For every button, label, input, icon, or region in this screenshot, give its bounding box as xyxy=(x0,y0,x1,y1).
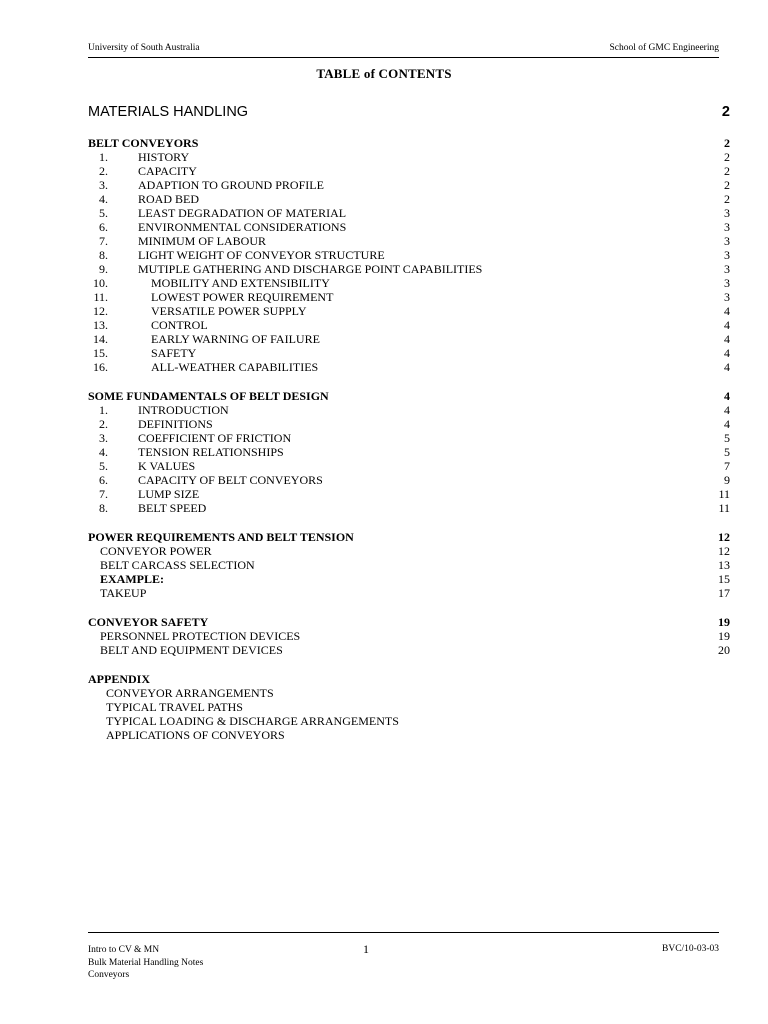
entry-page: 4 xyxy=(724,304,730,318)
entry-label: BELT AND EQUIPMENT DEVICES xyxy=(100,643,283,657)
entry-page: 2 xyxy=(724,178,730,192)
toc-entry[interactable] xyxy=(88,417,730,431)
section-page: 12 xyxy=(718,530,730,544)
entry-page: 3 xyxy=(724,206,730,220)
entry-label: LUMP SIZE xyxy=(138,487,200,501)
entry-label: MOBILITY AND EXTENSIBILITY xyxy=(151,276,330,290)
toc-entry[interactable] xyxy=(88,178,730,192)
entry-page: 4 xyxy=(724,318,730,332)
section-title: BELT CONVEYORS xyxy=(88,136,199,150)
toc-entry[interactable] xyxy=(88,728,730,742)
toc-section-heading[interactable] xyxy=(88,672,730,686)
entry-page: 2 xyxy=(724,192,730,206)
entry-label: INTRODUCTION xyxy=(138,403,229,417)
entry-page: 13 xyxy=(718,558,730,572)
footer-line: Conveyors xyxy=(88,970,130,980)
toc-entry[interactable] xyxy=(88,220,730,234)
entry-number: 7. xyxy=(99,487,108,501)
entry-page: 20 xyxy=(718,643,730,657)
toc-entry[interactable] xyxy=(88,164,730,178)
entry-number: 13. xyxy=(93,318,108,332)
toc-entry[interactable] xyxy=(88,572,730,586)
toc-main-heading[interactable] xyxy=(88,104,730,120)
entry-page: 11 xyxy=(718,487,730,501)
entry-label: BELT SPEED xyxy=(138,501,207,515)
toc-entry[interactable] xyxy=(88,248,730,262)
toc-entry[interactable] xyxy=(88,629,730,643)
footer-course-info xyxy=(88,944,203,982)
entry-label: PERSONNEL PROTECTION DEVICES xyxy=(100,629,301,643)
entry-number: 8. xyxy=(99,248,108,262)
entry-page: 2 xyxy=(724,164,730,178)
entry-label: VERSATILE POWER SUPPLY xyxy=(151,304,307,318)
entry-number: 9. xyxy=(99,262,108,276)
toc-entry[interactable] xyxy=(88,318,730,332)
entry-label: K VALUES xyxy=(138,459,196,473)
section-page: 19 xyxy=(718,615,730,629)
section-title: CONVEYOR SAFETY xyxy=(88,615,209,629)
entry-page: 3 xyxy=(724,262,730,276)
entry-label: CONVEYOR POWER xyxy=(100,544,212,558)
entry-label: APPLICATIONS OF CONVEYORS xyxy=(106,728,285,742)
entry-page: 12 xyxy=(718,544,730,558)
toc-entry[interactable] xyxy=(88,501,730,515)
entry-label: DEFINITIONS xyxy=(138,417,213,431)
entry-number: 8. xyxy=(99,501,108,515)
entry-label: CAPACITY OF BELT CONVEYORS xyxy=(138,473,323,487)
toc-list xyxy=(88,136,730,757)
entry-number: 5. xyxy=(99,459,108,473)
page-header xyxy=(88,43,719,58)
toc-entry[interactable] xyxy=(88,332,730,346)
toc-entry[interactable] xyxy=(88,276,730,290)
entry-page: 11 xyxy=(718,501,730,515)
toc-entry[interactable] xyxy=(88,304,730,318)
entry-page: 4 xyxy=(724,417,730,431)
section-title: POWER REQUIREMENTS AND BELT TENSION xyxy=(88,530,354,544)
section-title: SOME FUNDAMENTALS OF BELT DESIGN xyxy=(88,389,329,403)
toc-section xyxy=(88,136,730,374)
toc-entry[interactable] xyxy=(88,150,730,164)
toc-title: TABLE of CONTENTS xyxy=(316,66,452,81)
entry-page: 17 xyxy=(718,586,730,600)
main-heading-label: MATERIALS HANDLING xyxy=(88,104,249,120)
entry-label: LEAST DEGRADATION OF MATERIAL xyxy=(138,206,347,220)
entry-number: 15. xyxy=(93,346,108,360)
entry-page: 4 xyxy=(724,346,730,360)
entry-number: 2. xyxy=(99,417,108,431)
entry-page: 4 xyxy=(724,332,730,346)
header-school: School of GMC Engineering xyxy=(609,43,719,53)
entry-label: TENSION RELATIONSHIPS xyxy=(138,445,284,459)
section-title: APPENDIX xyxy=(88,672,150,686)
entry-number: 16. xyxy=(93,360,108,374)
entry-page: 4 xyxy=(724,360,730,374)
toc-entry[interactable] xyxy=(88,473,730,487)
entry-label: TYPICAL TRAVEL PATHS xyxy=(106,700,243,714)
toc-section-heading[interactable] xyxy=(88,615,730,629)
toc-entry[interactable] xyxy=(88,459,730,473)
page-footer xyxy=(88,932,719,980)
entry-label: SAFETY xyxy=(151,346,197,360)
entry-number: 4. xyxy=(99,445,108,459)
entry-label: LIGHT WEIGHT OF CONVEYOR STRUCTURE xyxy=(138,248,385,262)
entry-label: ROAD BED xyxy=(138,192,200,206)
toc-section-heading[interactable] xyxy=(88,389,730,403)
entry-label: TYPICAL LOADING & DISCHARGE ARRANGEMENTS xyxy=(106,714,399,728)
toc-entry[interactable] xyxy=(88,234,730,248)
entry-label: BELT CARCASS SELECTION xyxy=(100,558,255,572)
entry-label: COEFFICIENT OF FRICTION xyxy=(138,431,292,445)
toc-section xyxy=(88,389,730,515)
footer-line: Bulk Material Handling Notes xyxy=(88,957,204,968)
toc-entry[interactable] xyxy=(88,700,730,714)
entry-page: 7 xyxy=(724,459,730,473)
entry-page: 2 xyxy=(724,150,730,164)
toc-entry[interactable] xyxy=(88,558,730,572)
entry-number: 3. xyxy=(99,431,108,445)
entry-number: 7. xyxy=(99,234,108,248)
entry-label: ADAPTION TO GROUND PROFILE xyxy=(138,178,324,192)
entry-number: 12. xyxy=(93,304,108,318)
toc-section-heading[interactable] xyxy=(88,530,730,544)
entry-label: LOWEST POWER REQUIREMENT xyxy=(151,290,334,304)
entry-number: 10. xyxy=(93,276,108,290)
entry-number: 3. xyxy=(99,178,108,192)
entry-page: 3 xyxy=(724,234,730,248)
entry-page: 3 xyxy=(724,220,730,234)
footer-doc-code: BVC/10-03-03 xyxy=(662,944,719,954)
toc-entry[interactable] xyxy=(88,192,730,206)
entry-page: 15 xyxy=(718,572,730,586)
entry-page: 3 xyxy=(724,248,730,262)
entry-number: 6. xyxy=(99,220,108,234)
entry-label: CONTROL xyxy=(151,318,208,332)
toc-entry[interactable] xyxy=(88,487,730,501)
toc-section-heading[interactable] xyxy=(88,136,730,150)
toc-entry[interactable] xyxy=(88,360,730,374)
entry-number: 4. xyxy=(99,192,108,206)
toc-entry[interactable] xyxy=(88,290,730,304)
entry-label: EXAMPLE: xyxy=(100,572,164,586)
entry-page: 3 xyxy=(724,290,730,304)
toc-entry[interactable] xyxy=(88,544,730,558)
section-page: 2 xyxy=(724,136,730,150)
entry-number: 5. xyxy=(99,206,108,220)
entry-label: ALL-WEATHER CAPABILITIES xyxy=(151,360,319,374)
entry-label: ENVIRONMENTAL CONSIDERATIONS xyxy=(138,220,347,234)
footer-line: Intro to CV & MN xyxy=(88,945,160,955)
entry-label: MINIMUM OF LABOUR xyxy=(138,234,267,248)
toc-entry[interactable] xyxy=(88,714,730,728)
entry-page: 19 xyxy=(718,629,730,643)
footer-page-number: 1 xyxy=(363,942,369,956)
entry-page: 5 xyxy=(724,431,730,445)
entry-label: HISTORY xyxy=(138,150,190,164)
header-university: University of South Australia xyxy=(88,43,200,53)
entry-label: MUTIPLE GATHERING AND DISCHARGE POINT CAPABILITIES xyxy=(138,262,483,276)
toc-section xyxy=(88,672,730,742)
entry-number: 2. xyxy=(99,164,108,178)
entry-page: 4 xyxy=(724,403,730,417)
entry-page: 3 xyxy=(724,276,730,290)
toc-entry[interactable] xyxy=(88,262,730,276)
toc-section xyxy=(88,615,730,657)
toc-entry[interactable] xyxy=(88,643,730,657)
main-heading-page: 2 xyxy=(721,104,730,120)
toc-entry[interactable] xyxy=(88,346,730,360)
toc-entry[interactable] xyxy=(88,445,730,459)
toc-entry[interactable] xyxy=(88,403,730,417)
entry-label: CAPACITY xyxy=(138,164,197,178)
entry-page: 5 xyxy=(724,445,730,459)
entry-number: 1. xyxy=(99,403,108,417)
toc-entry[interactable] xyxy=(88,431,730,445)
entry-number: 1. xyxy=(99,150,108,164)
toc-section xyxy=(88,530,730,600)
entry-label: TAKEUP xyxy=(100,586,147,600)
toc-entry[interactable] xyxy=(88,686,730,700)
entry-label: EARLY WARNING OF FAILURE xyxy=(151,332,320,346)
entry-label: CONVEYOR ARRANGEMENTS xyxy=(106,686,274,700)
entry-number: 14. xyxy=(93,332,108,346)
entry-page: 9 xyxy=(724,473,730,487)
entry-number: 11. xyxy=(93,290,108,304)
section-page: 4 xyxy=(724,389,730,403)
toc-entry[interactable] xyxy=(88,586,730,600)
toc-entry[interactable] xyxy=(88,206,730,220)
entry-number: 6. xyxy=(99,473,108,487)
